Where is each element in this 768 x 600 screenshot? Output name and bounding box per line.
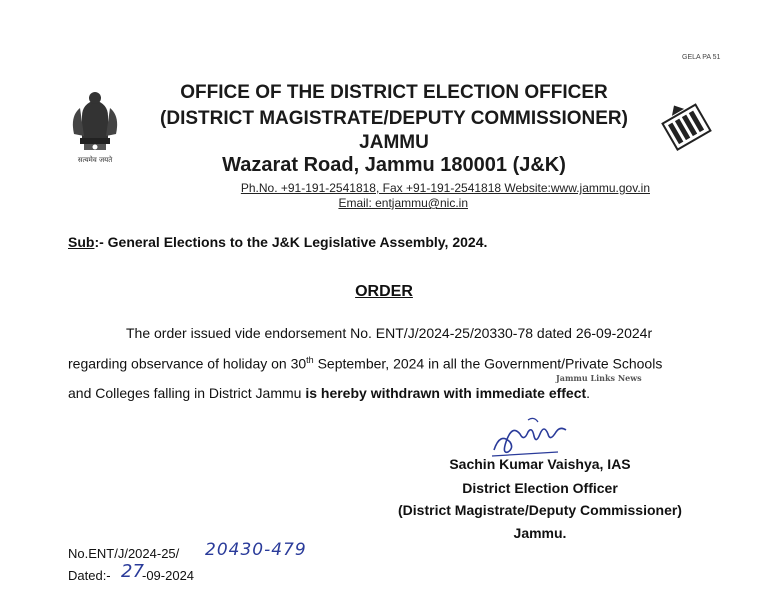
- handwritten-signature: [488, 412, 578, 462]
- subject-text: :- General Elections to the J&K Legislative Assembly, 2024.: [94, 234, 488, 250]
- body-line-1: The order issued vide endorsement No. ENT/J/2024-25/20330-78 dated 26-09-2024r: [126, 325, 653, 341]
- signatory-name: Sachin Kumar Vaishya, IAS: [449, 456, 631, 472]
- body-line-3-end: .: [586, 385, 591, 401]
- contact-line: Ph.No. +91-191-2541818, Fax +91-191-2541818 Website:www.jammu.gov.in: [240, 181, 650, 195]
- watermark-text: Jammu Links News: [556, 373, 642, 383]
- emblem-caption: सत्यमेव जयते: [77, 156, 113, 164]
- body-line-3-bold: is hereby withdrawn with immediate effect: [305, 385, 587, 401]
- dated-month-year: -09-2024: [142, 568, 195, 583]
- dated-day-handwritten: 27: [121, 561, 144, 582]
- reference-code: GELA PA 51: [682, 54, 721, 61]
- body-line-2-pre: regarding observance of holiday on 30: [68, 355, 307, 372]
- dated-label: Dated:-: [68, 568, 111, 583]
- subject-line: [68, 234, 487, 250]
- signatory-place: Jammu.: [513, 525, 567, 541]
- office-district: JAMMU: [359, 132, 429, 153]
- endorsement-number-label: No.ENT/J/2024-25/: [68, 546, 180, 561]
- body-line-3-pre: and Colleges falling in District Jammu: [68, 385, 306, 401]
- subject-label: Sub: [68, 234, 95, 250]
- email-line: Email: entjammu@nic.in: [338, 196, 468, 210]
- signatory-office: (District Magistrate/Deputy Commissioner): [398, 502, 682, 518]
- office-title: OFFICE OF THE DISTRICT ELECTION OFFICER: [180, 82, 608, 103]
- office-address: Wazarat Road, Jammu 180001 (J&K): [222, 154, 566, 176]
- body-line-2-post: September, 2024 in all the Government/Private Schools: [313, 355, 663, 372]
- body-line-2-sup: th: [306, 355, 314, 365]
- endorsement-number-handwritten: 20430-479: [205, 540, 307, 560]
- body-line-3: [68, 385, 590, 401]
- body-line-2: [68, 355, 662, 372]
- order-heading: ORDER: [355, 283, 413, 300]
- signatory-designation: District Election Officer: [462, 480, 618, 496]
- office-subtitle: (DISTRICT MAGISTRATE/DEPUTY COMMISSIONER): [160, 108, 628, 129]
